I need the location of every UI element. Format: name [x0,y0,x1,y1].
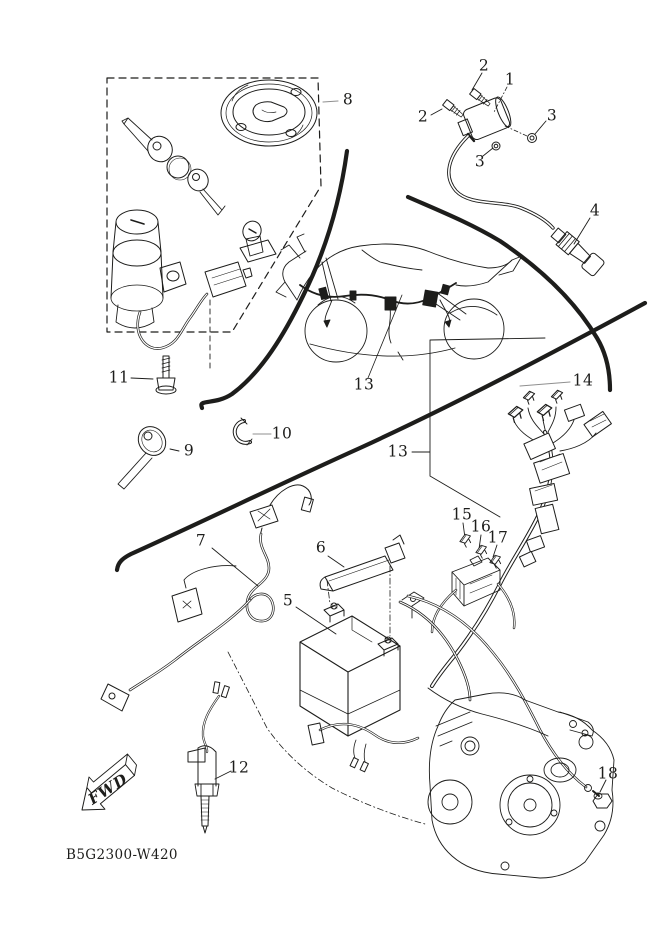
callout-12: 12 [228,758,250,777]
motorcycle-sketch [276,234,522,378]
dashed-kit-box [107,78,321,332]
leader-14 [520,382,570,386]
keys-with-ring [122,118,225,215]
section-divider-lines [117,151,645,570]
callout-1: 1 [504,70,516,89]
callout-3-low: 3 [474,152,486,171]
callout-3-right: 3 [546,106,558,125]
washer-3a [528,134,537,143]
callout-16: 16 [470,517,492,536]
callout-17: 17 [487,528,509,547]
callout-9: 9 [183,441,195,460]
wire-harness-group [432,382,611,686]
callout-11: 11 [108,368,130,387]
plug-cap [549,225,606,277]
spare-key [118,421,171,489]
callout-18: 18 [597,764,619,783]
callout-6: 6 [315,538,327,557]
callout-13-moto: 13 [353,375,375,394]
bolt-2a [470,89,492,108]
callout-7: 7 [195,531,207,550]
bolt-11 [156,356,176,394]
ignition-coil-group [443,87,606,277]
callout-13-harness: 13 [387,442,409,461]
leader-lines [131,70,606,792]
engine-sketch [428,688,614,878]
battery-terminal-pos [378,637,398,656]
battery-group [300,535,424,736]
callout-4: 4 [589,201,601,220]
bolt-2b [443,100,465,119]
callout-5: 5 [282,591,294,610]
temp-sensor [188,682,229,833]
callout-8: 8 [342,90,354,109]
battery-sub-wires [228,596,586,824]
callout-2-left: 2 [417,107,429,126]
clip [235,418,252,445]
callout-15: 15 [451,505,473,524]
fuse-bracket-group [412,338,545,632]
callout-10: 10 [271,424,293,443]
callout-2-top: 2 [478,56,490,75]
washer-3b [492,142,500,150]
fwd-label: FWD [84,769,132,809]
bolt-18 [593,791,612,808]
battery-terminal-neg [324,603,344,622]
part-code: B5G2300-W420 [66,847,178,863]
callout-14: 14 [572,371,594,390]
fuel-cap [221,80,317,146]
main-switch [111,210,276,372]
